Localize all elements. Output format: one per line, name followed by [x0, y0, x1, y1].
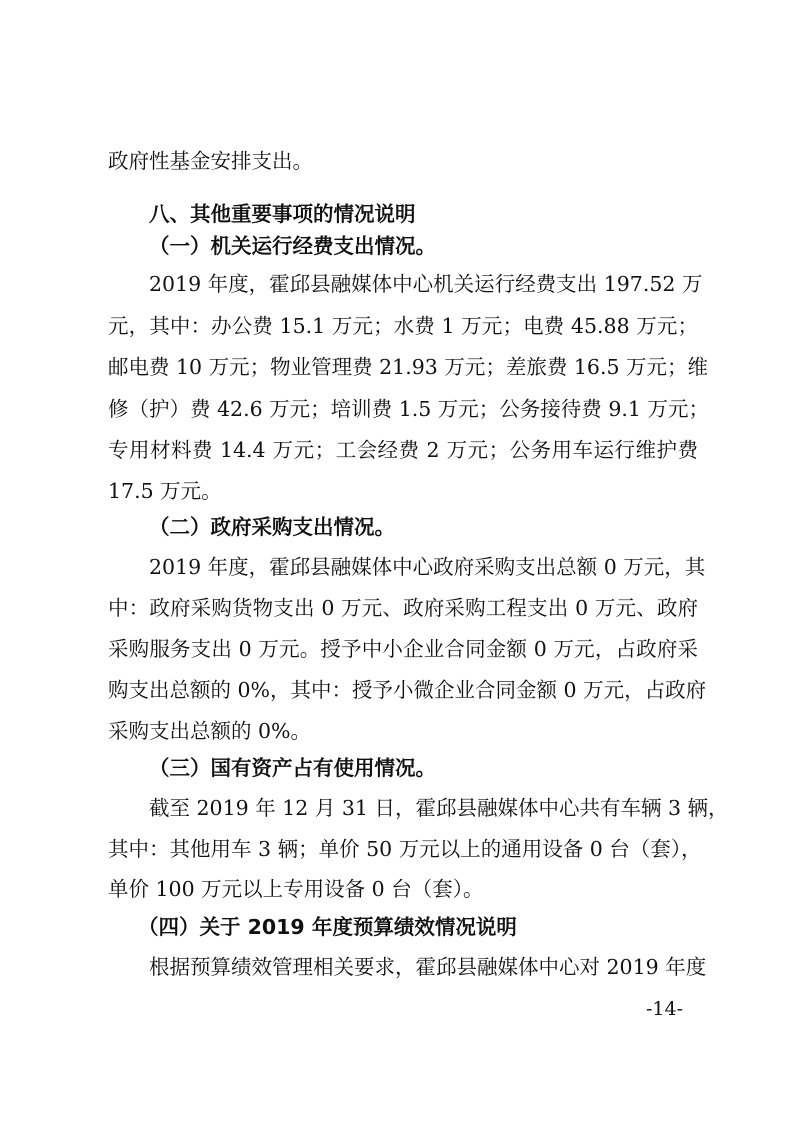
- paragraph-line: 修（护）费 42.6 万元；培训费 1.5 万元；公务接待费 9.1 万元；: [108, 397, 709, 421]
- section-heading: 八、其他重要事项的情况说明: [149, 202, 416, 226]
- subsection-heading: （一）机关运行经费支出情况。: [149, 234, 436, 258]
- paragraph-line: 邮电费 10 万元；物业管理费 21.93 万元；差旅费 16.5 万元；维: [108, 355, 709, 379]
- paragraph-line: 根据预算绩效管理相关要求，霍邱县融媒体中心对 2019 年度: [149, 955, 707, 979]
- paragraph-line: 中：政府采购货物支出 0 万元、政府采购工程支出 0 万元、政府: [108, 596, 698, 620]
- paragraph-line: 截至 2019 年 12 月 31 日，霍邱县融媒体中心共有车辆 3 辆，: [149, 796, 729, 820]
- paragraph-line: 2019 年度，霍邱县融媒体中心政府采购支出总额 0 万元，其: [149, 555, 706, 579]
- paragraph-line: 采购服务支出 0 万元。授予中小企业合同金额 0 万元，占政府采: [108, 637, 698, 661]
- paragraph-line: 采购支出总额的 0%。: [108, 719, 312, 743]
- subsection-heading: （三）国有资产占有使用情况。: [149, 756, 436, 780]
- paragraph-line: 17.5 万元。: [108, 479, 222, 503]
- paragraph-line: 元，其中：办公费 15.1 万元；水费 1 万元；电费 45.88 万元；: [108, 314, 698, 338]
- paragraph-line: 购支出总额的 0%，其中：授予小微企业合同金额 0 万元，占政府: [108, 678, 707, 702]
- paragraph-line: 其中：其他用车 3 辆；单价 50 万元以上的通用设备 0 台（套），: [108, 837, 702, 861]
- paragraph-line: 政府性基金安排支出。: [108, 149, 313, 173]
- subsection-heading: （二）政府采购支出情况。: [149, 515, 395, 539]
- subsection-heading: （四）关于 2019 年度预算绩效情况说明: [138, 915, 517, 939]
- paragraph-line: 2019 年度，霍邱县融媒体中心机关运行经费支出 197.52 万: [149, 272, 703, 296]
- paragraph-line: 专用材料费 14.4 万元；工会经费 2 万元；公务用车运行维护费: [108, 438, 698, 462]
- page-number: -14-: [646, 998, 684, 1020]
- paragraph-line: 单价 100 万元以上专用设备 0 台（套）。: [108, 877, 484, 901]
